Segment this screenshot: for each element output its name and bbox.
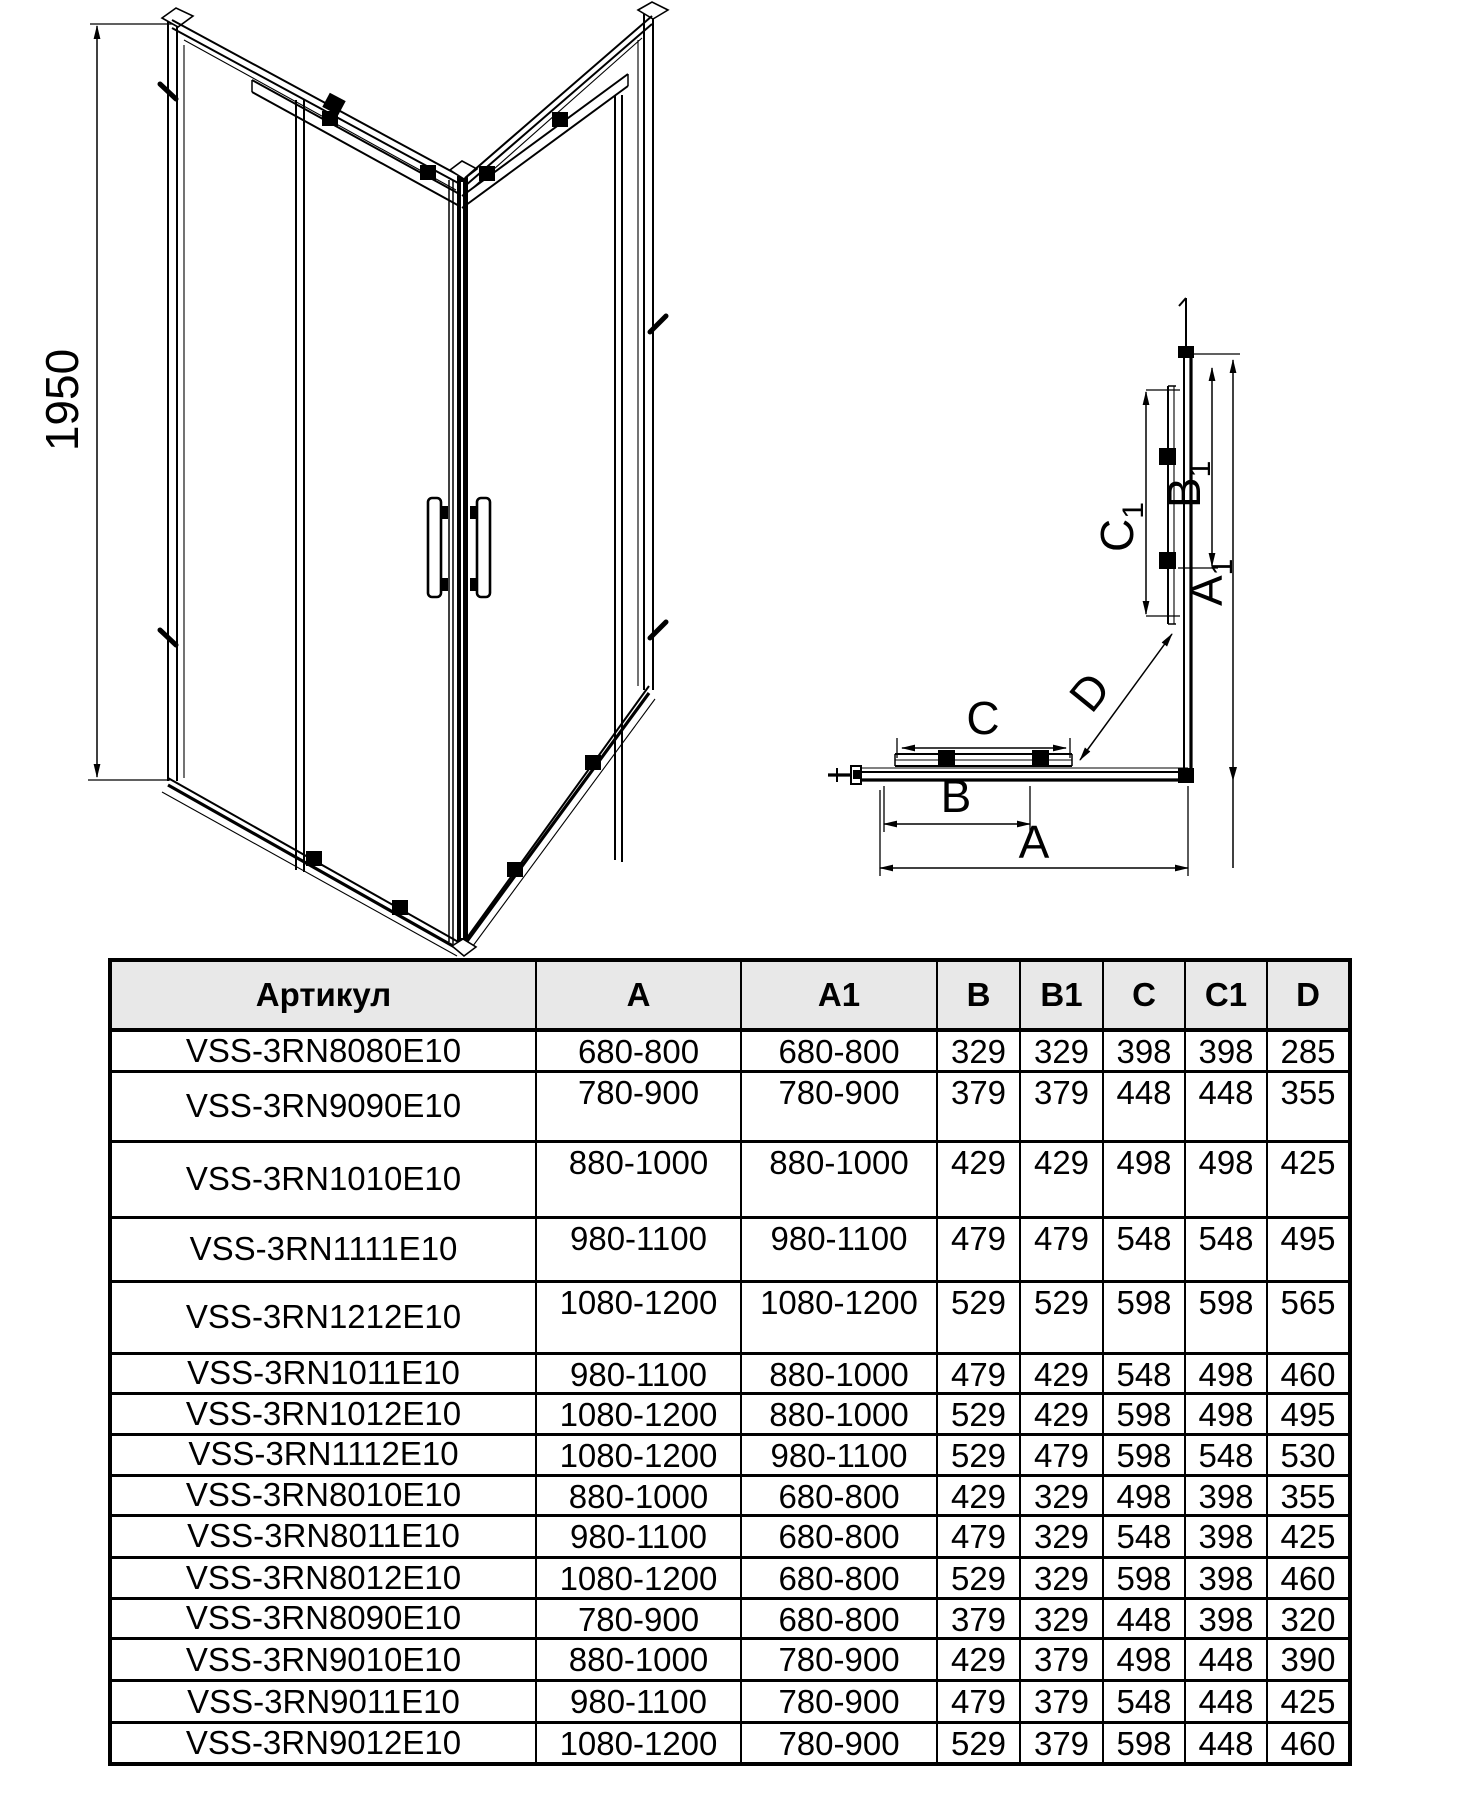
value-cell: 495 xyxy=(1267,1217,1350,1281)
value-cell: 880-1000 xyxy=(741,1394,937,1435)
value-cell: 529 xyxy=(937,1558,1020,1599)
value-cell: 329 xyxy=(1020,1516,1103,1558)
value-cell: 355 xyxy=(1267,1071,1350,1141)
value-cell: 479 xyxy=(1020,1434,1103,1475)
value-cell: 398 xyxy=(1185,1598,1267,1639)
article-cell: VSS-3RN8010E10 xyxy=(110,1475,536,1516)
value-cell: 548 xyxy=(1103,1353,1185,1394)
plan-view-drawing xyxy=(828,298,1240,876)
header-d: D xyxy=(1267,960,1350,1030)
value-cell: 780-900 xyxy=(741,1071,937,1141)
article-cell: VSS-3RN9090E10 xyxy=(110,1071,536,1141)
table-row xyxy=(110,1558,1350,1599)
value-cell: 355 xyxy=(1267,1475,1350,1516)
table-row xyxy=(110,1141,1350,1217)
door-handle xyxy=(428,498,448,597)
value-cell: 980-1100 xyxy=(536,1516,741,1558)
height-dimension-label: 1950 xyxy=(36,348,88,452)
value-cell: 479 xyxy=(937,1217,1020,1281)
value-cell: 548 xyxy=(1103,1681,1185,1723)
dim-label-a1: $A_1$ xyxy=(1180,558,1239,606)
value-cell: 680-800 xyxy=(741,1516,937,1558)
value-cell: 390 xyxy=(1267,1639,1350,1681)
value-cell: 429 xyxy=(937,1141,1020,1217)
value-cell: 379 xyxy=(1020,1071,1103,1141)
dim-label-c: C xyxy=(966,692,1000,744)
value-cell: 980-1100 xyxy=(536,1353,741,1394)
value-cell: 529 xyxy=(937,1434,1020,1475)
value-cell: 780-900 xyxy=(536,1071,741,1141)
value-cell: 1080-1200 xyxy=(536,1723,741,1764)
value-cell: 1080-1200 xyxy=(536,1281,741,1353)
value-cell: 1080-1200 xyxy=(536,1558,741,1599)
value-cell: 680-800 xyxy=(536,1030,741,1071)
table-row xyxy=(110,1071,1350,1141)
value-cell: 448 xyxy=(1185,1071,1267,1141)
table-row xyxy=(110,1639,1350,1681)
value-cell: 529 xyxy=(937,1394,1020,1435)
roller-bracket-icon xyxy=(479,166,495,181)
table-header xyxy=(110,960,1350,1030)
value-cell: 680-800 xyxy=(741,1030,937,1071)
article-cell: VSS-3RN8090E10 xyxy=(110,1598,536,1639)
article-cell: VSS-3RN1212E10 xyxy=(110,1281,536,1353)
value-cell: 780-900 xyxy=(741,1639,937,1681)
article-cell: VSS-3RN1010E10 xyxy=(110,1141,536,1217)
table-row xyxy=(110,1281,1350,1353)
value-cell: 448 xyxy=(1103,1598,1185,1639)
value-cell: 429 xyxy=(1020,1353,1103,1394)
value-cell: 460 xyxy=(1267,1558,1350,1599)
value-cell: 498 xyxy=(1185,1141,1267,1217)
header-a: A xyxy=(536,960,741,1030)
value-cell: 429 xyxy=(1020,1394,1103,1435)
dim-label-b: B xyxy=(940,770,972,822)
roller-bracket-icon xyxy=(1159,552,1176,569)
article-cell: VSS-3RN9012E10 xyxy=(110,1723,536,1764)
value-cell: 498 xyxy=(1185,1394,1267,1435)
value-cell: 598 xyxy=(1103,1394,1185,1435)
value-cell: 529 xyxy=(937,1281,1020,1353)
header-row xyxy=(110,960,1350,1030)
table-row xyxy=(110,1217,1350,1281)
value-cell: 598 xyxy=(1103,1558,1185,1599)
value-cell: 398 xyxy=(1185,1475,1267,1516)
value-cell: 448 xyxy=(1185,1639,1267,1681)
value-cell: 880-1000 xyxy=(741,1141,937,1217)
header-a1: A1 xyxy=(741,960,937,1030)
value-cell: 329 xyxy=(1020,1030,1103,1071)
roller-bracket-icon xyxy=(306,851,322,866)
value-cell: 548 xyxy=(1185,1434,1267,1475)
roller-bracket-icon xyxy=(552,112,568,127)
table-row xyxy=(110,1434,1350,1475)
value-cell: 548 xyxy=(1103,1516,1185,1558)
value-cell: 479 xyxy=(937,1353,1020,1394)
value-cell: 780-900 xyxy=(741,1681,937,1723)
article-cell: VSS-3RN8080E10 xyxy=(110,1030,536,1071)
value-cell: 379 xyxy=(937,1598,1020,1639)
value-cell: 598 xyxy=(1103,1434,1185,1475)
value-cell: 460 xyxy=(1267,1353,1350,1394)
value-cell: 880-1000 xyxy=(741,1353,937,1394)
header-b1: B1 xyxy=(1020,960,1103,1030)
value-cell: 598 xyxy=(1103,1281,1185,1353)
value-cell: 329 xyxy=(1020,1598,1103,1639)
roller-bracket-icon xyxy=(585,755,601,770)
dim-label-d: D xyxy=(1058,662,1121,722)
value-cell: 398 xyxy=(1185,1558,1267,1599)
value-cell: 680-800 xyxy=(741,1598,937,1639)
table-row xyxy=(110,1723,1350,1764)
value-cell: 780-900 xyxy=(741,1723,937,1764)
value-cell: 379 xyxy=(1020,1681,1103,1723)
value-cell: 448 xyxy=(1185,1723,1267,1764)
value-cell: 429 xyxy=(937,1639,1020,1681)
door-handle xyxy=(470,498,490,597)
roller-bracket-icon xyxy=(322,111,338,126)
value-cell: 880-1000 xyxy=(536,1639,741,1681)
value-cell: 479 xyxy=(1020,1217,1103,1281)
dim-label-a: A xyxy=(1018,816,1050,868)
value-cell: 429 xyxy=(937,1475,1020,1516)
dim-label-b1: $B_1$ xyxy=(1158,460,1217,508)
value-cell: 448 xyxy=(1103,1071,1185,1141)
value-cell: 780-900 xyxy=(536,1598,741,1639)
value-cell: 320 xyxy=(1267,1598,1350,1639)
article-cell: VSS-3RN1011E10 xyxy=(110,1353,536,1394)
value-cell: 479 xyxy=(937,1516,1020,1558)
header-c: C xyxy=(1103,960,1185,1030)
table-row xyxy=(110,1030,1350,1071)
value-cell: 980-1100 xyxy=(741,1217,937,1281)
article-cell: VSS-3RN1112E10 xyxy=(110,1434,536,1475)
table-row xyxy=(110,1394,1350,1435)
roller-bracket-icon xyxy=(938,750,955,766)
roller-bracket-icon xyxy=(1159,448,1176,465)
article-cell: VSS-3RN8012E10 xyxy=(110,1558,536,1599)
table-row xyxy=(110,1353,1350,1394)
value-cell: 379 xyxy=(1020,1723,1103,1764)
value-cell: 398 xyxy=(1103,1030,1185,1071)
value-cell: 680-800 xyxy=(741,1475,937,1516)
corner-bottom-cap xyxy=(452,939,476,956)
value-cell: 548 xyxy=(1103,1217,1185,1281)
table-row xyxy=(110,1681,1350,1723)
value-cell: 425 xyxy=(1267,1681,1350,1723)
value-cell: 495 xyxy=(1267,1394,1350,1435)
value-cell: 425 xyxy=(1267,1141,1350,1217)
value-cell: 479 xyxy=(937,1681,1020,1723)
article-cell: VSS-3RN9010E10 xyxy=(110,1639,536,1681)
value-cell: 460 xyxy=(1267,1723,1350,1764)
value-cell: 529 xyxy=(937,1723,1020,1764)
value-cell: 429 xyxy=(1020,1141,1103,1217)
wall-anchor xyxy=(1178,346,1194,358)
value-cell: 498 xyxy=(1103,1639,1185,1681)
value-cell: 329 xyxy=(1020,1475,1103,1516)
roller-bracket-icon xyxy=(420,165,436,180)
article-cell: VSS-3RN9011E10 xyxy=(110,1681,536,1723)
value-cell: 329 xyxy=(1020,1558,1103,1599)
header-b: B xyxy=(937,960,1020,1030)
value-cell: 425 xyxy=(1267,1516,1350,1558)
value-cell: 398 xyxy=(1185,1030,1267,1071)
value-cell: 548 xyxy=(1185,1217,1267,1281)
value-cell: 398 xyxy=(1185,1516,1267,1558)
value-cell: 498 xyxy=(1103,1475,1185,1516)
roller-bracket-icon xyxy=(507,862,523,877)
value-cell: 598 xyxy=(1103,1723,1185,1764)
post-top-cap xyxy=(638,2,668,19)
value-cell: 980-1100 xyxy=(741,1434,937,1475)
article-cell: VSS-3RN8011E10 xyxy=(110,1516,536,1558)
value-cell: 498 xyxy=(1185,1353,1267,1394)
value-cell: 379 xyxy=(1020,1639,1103,1681)
spec-table xyxy=(108,958,1352,1766)
header-c1: C1 xyxy=(1185,960,1267,1030)
table-row xyxy=(110,1598,1350,1639)
value-cell: 980-1100 xyxy=(536,1681,741,1723)
roller-bracket-icon xyxy=(392,900,408,915)
value-cell: 1080-1200 xyxy=(536,1394,741,1435)
dim-label-c1: $C_1$ xyxy=(1091,502,1150,552)
table-row xyxy=(110,1516,1350,1558)
article-cell: VSS-3RN1012E10 xyxy=(110,1394,536,1435)
front-view-drawing xyxy=(36,2,668,956)
table-row xyxy=(110,1475,1350,1516)
value-cell: 529 xyxy=(1020,1281,1103,1353)
value-cell: 680-800 xyxy=(741,1558,937,1599)
value-cell: 880-1000 xyxy=(536,1141,741,1217)
roller-bracket-icon xyxy=(1032,750,1049,766)
value-cell: 329 xyxy=(937,1030,1020,1071)
value-cell: 285 xyxy=(1267,1030,1350,1071)
value-cell: 1080-1200 xyxy=(536,1434,741,1475)
article-cell: VSS-3RN1111E10 xyxy=(110,1217,536,1281)
value-cell: 379 xyxy=(937,1071,1020,1141)
value-cell: 1080-1200 xyxy=(741,1281,937,1353)
value-cell: 880-1000 xyxy=(536,1475,741,1516)
value-cell: 448 xyxy=(1185,1681,1267,1723)
header-article: Артикул xyxy=(110,960,536,1030)
value-cell: 980-1100 xyxy=(536,1217,741,1281)
value-cell: 598 xyxy=(1185,1281,1267,1353)
value-cell: 530 xyxy=(1267,1434,1350,1475)
value-cell: 498 xyxy=(1103,1141,1185,1217)
value-cell: 565 xyxy=(1267,1281,1350,1353)
